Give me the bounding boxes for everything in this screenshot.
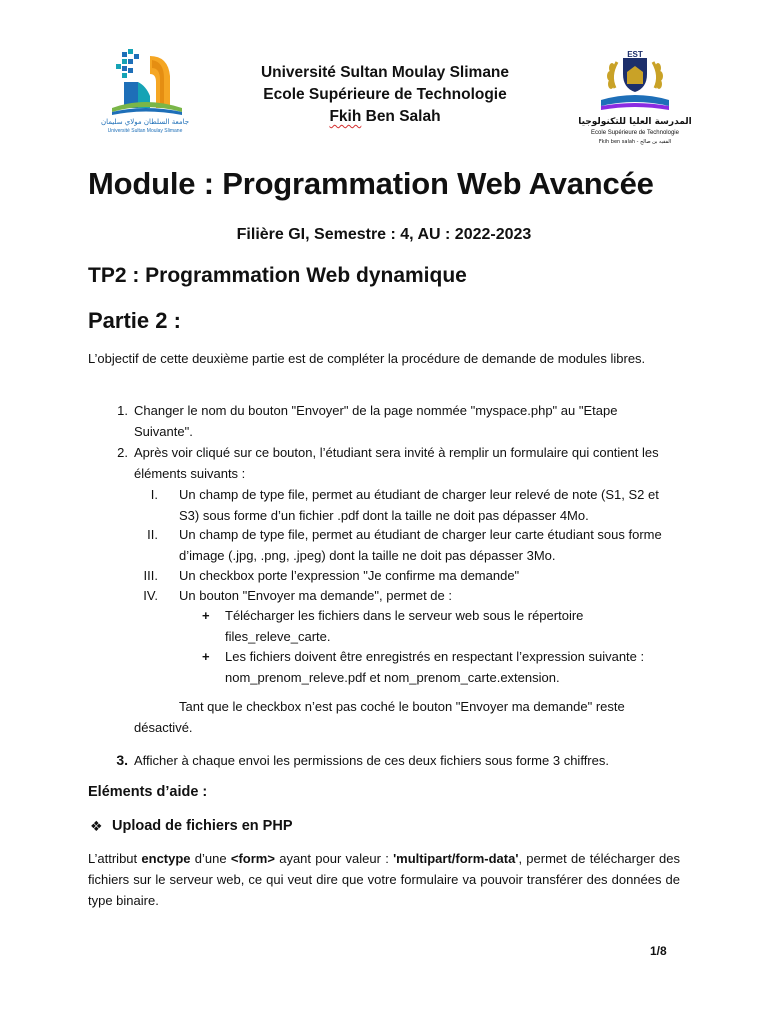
module-title: Module : Programmation Web Avancée — [88, 166, 654, 201]
substep-4-number: IV. — [143, 588, 158, 603]
step-2-text: Après voir cliqué sur ce bouton, l’étudiant sera invité à remplir un formulaire qui contient les éléments suivants : — [134, 445, 659, 481]
substep-1-number: I. — [150, 487, 158, 502]
school-city — [170, 106, 600, 128]
attr-text-4: , permet de télécharger des fichiers sur le serveur web, ce qui veut dire que votre formulaire va pouvoir transférer des données de type binaire. — [88, 851, 680, 908]
attr-keyword-enctype: enctype — [141, 851, 191, 866]
plus-bullet-icon: + — [202, 608, 210, 623]
page-number: 1/8 — [650, 944, 667, 958]
substep-3-text: Un checkbox porte l’expression "Je confirme ma demande" — [179, 568, 520, 583]
step-3-text: Afficher à chaque envoi les permissions de ces deux fichiers sous forme 3 chiffres. — [134, 753, 609, 768]
partie-title: Partie 2 : — [88, 308, 181, 333]
university-name: Université Sultan Moulay Slimane — [260, 64, 510, 81]
diamond-bullet-icon: ❖ — [90, 818, 103, 834]
step-3-number: 3. — [116, 752, 128, 768]
attr-text-1: L’attribut — [88, 851, 142, 866]
substep-3-number: III. — [143, 568, 158, 583]
bullet-2-text: Les fichiers doivent être enregistrés en respectant l’expression suivante : nom_prenom_releve.pdf et nom_prenom_carte.extension. — [225, 649, 645, 685]
tp-title: TP2 : Programmation Web dynamique — [88, 264, 467, 287]
attr-text-3: ayant pour valeur : — [274, 851, 394, 866]
city-part-1: Fkih — [329, 108, 362, 125]
usms-logo-caption-ar: جامعة السلطان مولاي سليمان — [100, 118, 190, 126]
city-part-2: Ben Salah — [361, 108, 441, 125]
substep-2-number: II. — [147, 527, 158, 542]
attr-text-2: d’une — [190, 851, 231, 866]
est-logo-caption-fr: Ecole Supérieure de Technologie — [591, 130, 679, 136]
intro-paragraph: L’objectif de cette deuxième partie est de compléter la procédure de demande de modules libres. — [88, 351, 646, 366]
upload-subheading: Upload de fichiers en PHP — [112, 818, 293, 834]
attr-keyword-form: <form> — [230, 851, 275, 866]
help-heading: Eléments d’aide : — [88, 784, 208, 800]
usms-logo-caption-fr: Université Sultan Moulay Slimane — [107, 128, 183, 134]
filiere-line: Filière GI, Semestre : 4, AU : 2022-2023 — [236, 226, 532, 243]
step-1-number: 1. — [117, 403, 128, 418]
enctype-paragraph — [88, 848, 680, 911]
bullet-1-text: Télécharger les fichiers dans le serveur web sous le répertoire files_releve_carte. — [225, 608, 584, 644]
est-logo — [575, 48, 695, 153]
est-logo-caption-ar: المدرسة العليا للتكنولوجيا — [578, 117, 692, 127]
plus-bullet-icon: + — [202, 649, 210, 664]
substep-2-text: Un champ de type file, permet au étudiant de charger leur carte étudiant sous forme d’image (.jpg, .png, .jpeg) dont la taille ne doit pas dépasser 3Mo. — [179, 527, 662, 563]
step-1-text: Changer le nom du bouton "Envoyer" de la page nommée "myspace.php" au "Etape Suivante". — [134, 403, 618, 439]
step-2-number: 2. — [117, 445, 128, 460]
checkbox-note: Tant que le checkbox n’est pas coché le bouton "Envoyer ma demande" reste désactivé. — [134, 699, 625, 735]
est-logo-badge: EST — [627, 50, 643, 59]
attr-keyword-multipart: 'multipart/form-data' — [393, 851, 519, 866]
school-name: Ecole Supérieure de Technologie — [263, 86, 507, 103]
est-logo-caption-city: Fkih ben salah - الفقيه بن صالح — [598, 139, 672, 145]
substep-4-text: Un bouton "Envoyer ma demande", permet de : — [179, 588, 452, 603]
substep-1-text: Un champ de type file, permet au étudiant de charger leur relevé de note (S1, S2 et S3) sous forme d’un fichier .pdf dont la taille ne doit pas dépasser 4Mo. — [179, 487, 659, 523]
